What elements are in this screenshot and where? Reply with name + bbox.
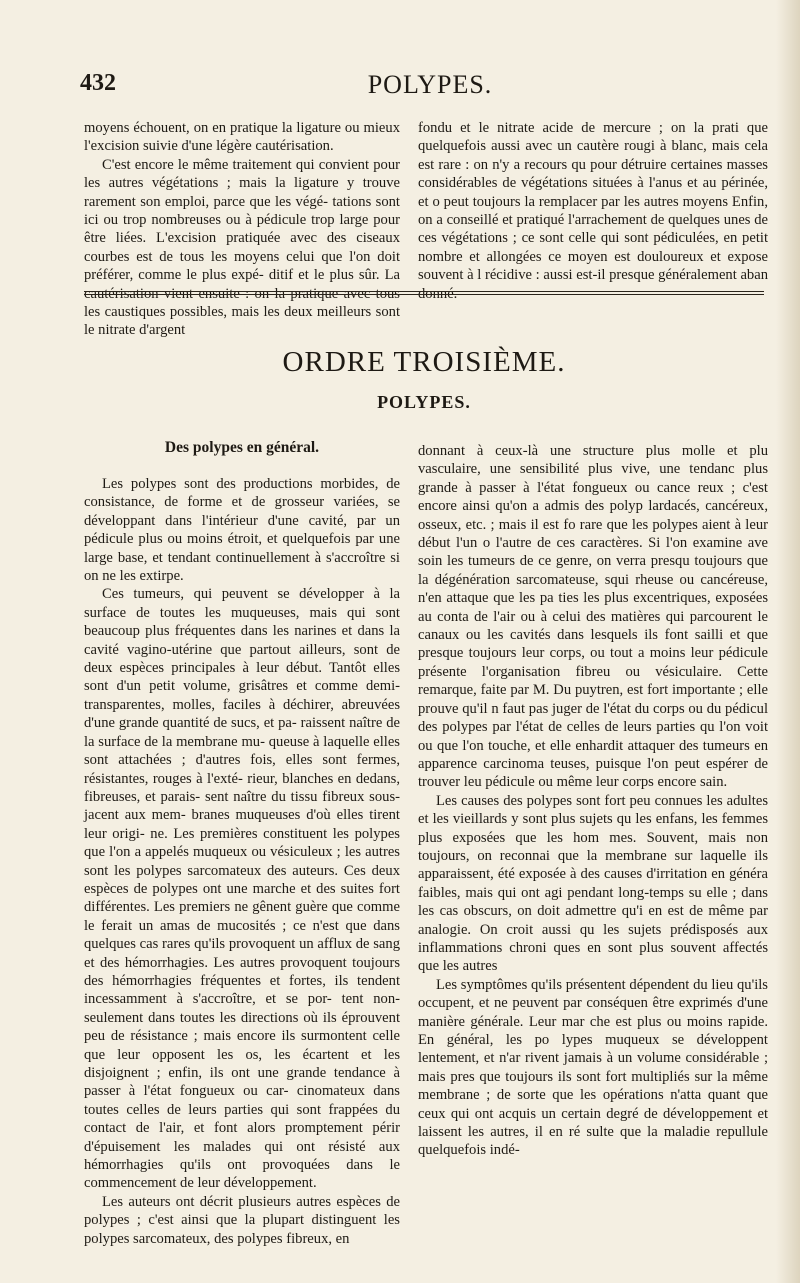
main-left-column <box>84 475 400 1248</box>
top-left-column <box>84 119 400 340</box>
running-title: POLYPES. <box>367 70 493 99</box>
section-divider <box>84 294 764 295</box>
paragraph: moyens échouent, on en pratique la ligature ou mieux l'excision suivie d'une légère cautérisation. <box>84 120 400 155</box>
page-edge-shadow <box>776 0 800 1283</box>
section-divider <box>84 291 764 292</box>
paragraph: C'est encore le même traitement qui convient pour les autres végétations ; mais la ligature y trouve rarement son emploi, parce que les végé- tations sont ici ou trop nombreuses ou à pédicule trop large pour être liées. L'excision pratiquée avec des ciseaux courbes est de tous les moyens celui que l'on doit préférer, comme le plus expé- ditif et le plus sûr. La cautérisation vient ensuite : on la pratique avec tous les caustiques possibles, mais les deux meilleurs sont le nitrate d'argent <box>84 156 400 339</box>
paragraph: donnant à ceux-là une structure plus molle et plu vasculaire, une sensibilité plus vive, une tendanc plus grande à passer à l'état fongueux ou cance reux ; c'est encore ainsi qu'on a admis des polyp lardacés, cancéreux, osseux, etc. ; mais il est fo rare que les polypes aient à leur début l'un o l'autre de ces caractères. Si l'on examine ave soin les tumeurs de ce genre, on verra presqu toujours que la dégénération sarcomateuse, squi rheuse ou cancéreuse, n'en attaque que les pa ties les plus excentriques, exposées au conta de l'air ou à celui des matières qui parcourent le canaux ou les cavités dans lesquels ils font sailli et que presque toujours leur corps, ou tout a moins leur pédicule présente l'organisation fibreu ou vésiculaire. Cette remarque, faite par M. Du puytren, est fort importante ; elle prouve qu'il n faut pas juger de l'état du corps ou du pédicul des polypes par l'état de celles de leurs parties qu l'on voit ou que l'on touche, et elle enhardit attaquer des tumeurs en apparence carcinoma teuses, puisque l'on peut espérer de trouver leu pédicule ou même leur corps encore sain. <box>418 443 768 791</box>
paragraph: Ces tumeurs, qui peuvent se développer à la surface de toutes les muqueuses, mais qui sont beaucoup plus fréquentes dans les narines et dans la cavité vagino-utérine que partout ailleurs, sont de deux espèces principales à leur début. Tantôt elles sont d'un petit volume, grisâtres et comme demi-transparentes, molles, faciles à déchirer, abreuvées d'une grande quantité de sucs, et pa- raissent naître de la surface de la membrane mu- queuse à laquelle elles sont attachées ; d'autres fois, elles sont fermes, résistantes, rouges à l'exté- rieur, blanches en dedans, fibreuses, et parais- sent naître du tissu fibreux sous-jacent aux mem- branes muqueuses d'où elles tirent leur origi- ne. Les premières constituent les polypes que l'on a appelés muqueux ou vésiculeux ; les autres sont les polypes sarcomateux des auteurs. Ces deux espèces de polypes ont une marche et des suites fort différentes. Les premiers ne gênent guère que comme le ferait un amas de mucosités ; ce n'est que dans quelques cas rares qu'ils provoquent un afflux de sang et des hémorrhagies. Les autres provoquent toujours des hémorrhagies fréquentes et fortes, ils tendent incessamment à s'accroître, et se por- tent non-seulement dans toutes les directions où ils éprouvent peu de résistance ; mais encore ils surmontent celle que leur opposent les os, les écartent et les disjoignent ; enfin, ils ont une grande tendance à passer à l'état fongueux ou car- cinomateux dans toutes celles de leurs parties qui sont frappées du contact de l'air, et font alors promptement périr d'épuisement les malades qui ont résisté aux hémorrhagies qu'ils ont provoquées dans le commencement de leur développement. <box>84 586 400 1192</box>
top-right-column <box>418 119 768 303</box>
paragraph: Les polypes sont des productions morbides, de consistance, de forme et de grosseur variées, se développant dans l'intérieur d'une cavité, par un pédicule plus ou moins étroit, et quelquefois par une large base, et tendant continuellement à s'accroître si on ne les extirpe. <box>84 476 400 585</box>
paragraph: Les symptômes qu'ils présentent dépendent du lieu qu'ils occupent, et ne peuvent par conséquen être exprimés d'une manière générale. Leur mar che est plus ou moins rapide. En général, les po lypes muqueux se développent lentement, et n'ar rivent jamais à un volume considérable ; mais pres que toujours ils sont fort multipliés sur la même membrane ; de sorte que les opérations n'atta quant que ceux qui ont acquis un certain degré de développement et laissent les autres, il en ré sulte que la maladie repullule quelquefois indé- <box>418 976 768 1159</box>
main-right-column <box>418 442 768 1160</box>
section-title: POLYPES. <box>377 392 471 412</box>
paragraph: fondu et le nitrate acide de mercure ; on la prati que quelquefois aussi avec un cautère rougi à blanc, mais cela est rare : on n'y a recours qu pour détruire certaines masses considérables de végétations situées à l'anus et au périnée, et o peut toujours la remplacer par les autres moyens Enfin, on a conseillé et pratiqué l'arrachement de quelques unes de ces végétations ; ce sont celle qui sont pédiculées, en petit nombre et allongées ce moyen est douloureux et expose souvent à l récidive : aussi est-il presque généralement aban donné. <box>418 120 768 302</box>
order-title: ORDRE TROISIÈME. <box>282 346 566 378</box>
page-header <box>80 70 780 106</box>
page-number: 432 <box>80 70 116 96</box>
paragraph: Les auteurs ont décrit plusieurs autres espèces de polypes ; c'est ainsi que la plupart distinguent les polypes sarcomateux, des polypes fibreux, en <box>84 1193 400 1247</box>
paragraph: Les causes des polypes sont fort peu connues les adultes et les vieillards y sont plus sujets qu les enfans, les femmes plus exposées que les hom mes. Souvent, mais non toujours, on reconnai que la membrane sur laquelle ils apparaissent, été exposée à des causes d'irritation en généra faibles, mais qui ont agi pendant long-temps su elle ; dans les cas obscurs, on doit admettre qu'i en est de même par analogie. On croit aussi qu les sujets prédisposés aux inflammations chroni ques en sont plus souvent affectés que les autres <box>418 792 768 975</box>
subheading: Des polypes en général. <box>164 439 320 456</box>
